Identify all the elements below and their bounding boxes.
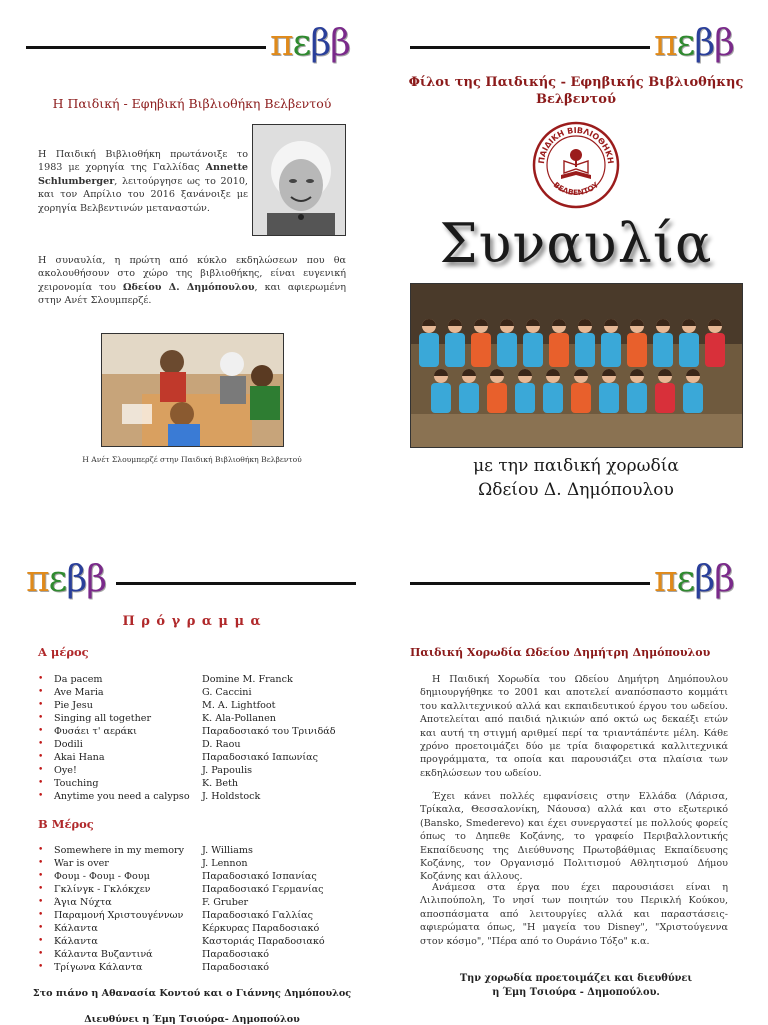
bullet-icon: •: [38, 726, 44, 736]
piece-composer: K. Beth: [202, 778, 239, 789]
friends-header-line2: Βελβεντού: [536, 92, 616, 107]
header-rule-p2: [410, 46, 650, 49]
piece-composer: Παραδοσιακό του Τρινιδάδ: [202, 726, 336, 737]
piece-title: Da pacem: [54, 674, 103, 685]
bullet-icon: •: [38, 739, 44, 749]
logo-letter: β: [694, 23, 715, 64]
logo-letter: π: [26, 559, 49, 600]
piece-composer: J. Lennon: [202, 858, 248, 869]
piece-title: Somewhere in my memory: [54, 845, 185, 856]
bullet-icon: •: [38, 674, 44, 684]
logo-letter: ε: [292, 23, 311, 64]
header-rule-p3: [116, 582, 356, 585]
stamp-text-top: ΠΑΙΔΙΚΗ ΒΙΒΛΙΟΘΗΚΗ: [536, 125, 616, 165]
choir-subtitle-line2: Ωδείου Δ. Δημόπουλου: [478, 480, 674, 500]
logo-letter: π: [654, 23, 677, 64]
library-title: Η Παιδική - Εφηβική Βιβλιοθήκη Βελβεντού: [52, 96, 332, 111]
logo-letter: ε: [676, 559, 695, 600]
piece-title: Τρίγωνα Κάλαντα: [54, 962, 143, 973]
piece-title: Touching: [54, 778, 99, 789]
friends-header: [384, 74, 768, 108]
name-annette: Annette Schlumberger: [38, 162, 248, 187]
bullet-icon: •: [38, 910, 44, 920]
logo-letter: β: [86, 559, 106, 600]
choir-section-title: Παιδική Χορωδία Ωδείου Δημήτρη Δημόπουλου: [410, 646, 711, 659]
piece-composer: Παραδοσιακό: [202, 962, 270, 973]
concert-title: Συναυλία: [439, 212, 713, 275]
bullet-icon: •: [38, 897, 44, 907]
library-stamp: [531, 121, 621, 209]
name-odeio: Ωδείου Δ. Δημόπουλου: [122, 281, 255, 293]
choir-closing-line2: η Έμη Τσιούρα - Δημοπούλου.: [492, 987, 660, 998]
logo-letter: β: [310, 23, 331, 64]
library-photo: [101, 333, 284, 447]
bullet-icon: •: [38, 845, 44, 855]
logo-pebb: [26, 559, 106, 600]
piece-composer: Παραδοσιακό Γερμανίας: [202, 884, 324, 895]
choir-paragraph-2: Έχει κάνει πολλές εμφανίσεις στην Ελλάδα (Λάρισα, Τρίκαλα, Θεσσαλονίκη, Νάουσα) αλλά και στο εξωτερικό (Bansko, Smederevo) και έχει συνεργαστεί με πολλούς φορείς όπως το Δηπεθε Κοζάνης, το γραφείο Περιβαλλοντικής Εκπαίδευσης της Διεύθυνσης Πρωτοβάθμιας Εκπαίδευσης Κοζάνης, τον Οργανισμό Πολιτισμού Αθλητισμού Δήμου Κοζάνης και άλλους.: [420, 791, 728, 883]
bullet-icon: •: [38, 949, 44, 959]
piece-composer: Παραδοσιακό Γαλλίας: [202, 910, 314, 921]
piece-title: Φουμ - Φουμ - Φουμ: [54, 871, 150, 882]
bullet-icon: •: [38, 962, 44, 972]
photo-caption: Η Ανέτ Σλουμπερζέ στην Παιδική Βιβλιοθήκη Βελβεντού: [82, 455, 302, 464]
bullet-icon: •: [38, 765, 44, 775]
logo-letter: π: [654, 559, 677, 600]
piece-title: Άγια Νύχτα: [54, 897, 112, 908]
choir-subtitle: [384, 454, 768, 502]
piece-title: Παραμονή Χριστουγέννων: [54, 910, 184, 921]
piece-title: Anytime you need a calypso: [54, 791, 190, 802]
piece-composer: Παραδοσιακό Ιαπωνίας: [202, 752, 318, 763]
piece-title: Φυσάει τ' αεράκι: [54, 726, 137, 737]
bullet-icon: •: [38, 713, 44, 723]
logo-pebb: [654, 559, 734, 600]
bullet-icon: •: [38, 858, 44, 868]
bullet-icon: •: [38, 752, 44, 762]
piece-composer: Παραδοσιακό: [202, 949, 270, 960]
piece-title: Oye!: [54, 765, 77, 776]
piece-composer: J. Holdstock: [202, 791, 261, 802]
piece-title: Κάλαντα: [54, 923, 98, 934]
friends-header-line1: Φίλοι της Παιδικής - Εφηβικής Βιβλιοθήκης: [408, 75, 744, 90]
logo-letter: ε: [48, 559, 67, 600]
logo-letter: β: [66, 559, 87, 600]
piece-composer: F. Gruber: [202, 897, 249, 908]
piece-title: Pie Jesu: [54, 700, 93, 711]
bullet-icon: •: [38, 923, 44, 933]
header-rule-p4: [410, 582, 650, 585]
choir-subtitle-line1: με την παιδική χορωδία: [473, 456, 679, 476]
logo-letter: β: [694, 559, 715, 600]
choir-closing: [384, 972, 768, 1000]
piece-composer: J. Papoulis: [202, 765, 253, 776]
concert-paragraph: Η συναυλία, η πρώτη από κύκλο εκδηλώσεων που θα ακολουθήσουν στο χώρο της βιβλιοθήκης, είναι ευγενική χειρονομία του Ωδείου Δ. Δημόπουλου, και αφιερωμένη στην Ανέτ Σλουμπερζέ.: [38, 255, 347, 307]
bullet-icon: •: [38, 871, 44, 881]
choir-paragraph-3: Ανάμεσα στα έργα που έχει παρουσιάσει είναι η Λιλιπούπολη, Το νησί των ποιητών του Περικλή Κούκου, αποσπάσματα από λειτουργίες αλλά και παραστάσεις-αφιερώματα όπως, "Η μαγεία του Disney", "Χριστούγεννα στον κόσμο", "Πέρα από το Ουράνιο Τόξο" κ.α.: [420, 882, 728, 947]
choir-paragraph-1: Η Παιδική Χορωδία του Ωδείου Δημήτρη Δημόπουλου δημιουργήθηκε το 2001 και αποτελεί αναπόσπαστο κομμάτι του καλλιτεχνικού αλλά και εκπαιδευτικού έργου του ωδείου. Αποτελείται από παιδιά ηλικιών από οκτώ ως δεκαέξι ετών και αυτή τη στιγμή αριθμεί περί τα τριαντάπέντε μέλη. Κάθε χρόνο προετοιμάζει δύο με τρία διαφορετικά καλλιτεχνικά προγράμματα, τα οποία και παρουσιάζει στα πλαίσια των εκδηλώσεων του ωδείου.: [420, 674, 728, 779]
piece-composer: J. Williams: [202, 845, 253, 856]
piece-composer: Καστοριάς Παραδοσιακό: [202, 936, 325, 947]
logo-letter: β: [330, 23, 350, 64]
part-a-heading: Α μέρος: [38, 645, 89, 659]
piece-title: Singing all together: [54, 713, 152, 724]
piece-title: Κάλαντα Βυζαντινά: [54, 949, 153, 960]
bullet-icon: •: [38, 791, 44, 801]
bullet-icon: •: [38, 700, 44, 710]
piece-composer: Κέρκυρας Παραδοσιακό: [202, 923, 320, 934]
portrait-photo: [252, 124, 346, 236]
piece-composer: M. A. Lightfoot: [202, 700, 276, 711]
bullet-icon: •: [38, 884, 44, 894]
program-title: Π ρ ό γ ρ α μ μ α: [122, 614, 262, 629]
logo-letter: π: [270, 23, 293, 64]
piece-title: Dodili: [54, 739, 83, 750]
intro-paragraph: Η Παιδική Βιβλιοθήκη πρωτάνοιξε το 1983 με χορηγία της Γαλλίδας Annette Schlumberger, λειτούργησε ως το 2010, και τον Απρίλιο του 2016 ξανάνοιξε με χορηγία Βελβεντινών μεταναστών.: [38, 149, 248, 214]
piece-composer: K. Ala-Pollanen: [202, 713, 276, 724]
piece-composer: G. Caccini: [202, 687, 252, 698]
logo-pebb: [270, 23, 350, 64]
logo-pebb: [654, 23, 734, 64]
bullet-icon: •: [38, 936, 44, 946]
piece-composer: D. Raou: [202, 739, 241, 750]
piece-title: Akai Hana: [54, 752, 105, 763]
bullet-icon: •: [38, 687, 44, 697]
piece-title: Γκλίνγκ - Γκλόκχεν: [54, 884, 151, 895]
choir-photo: [410, 283, 743, 448]
logo-letter: β: [714, 23, 734, 64]
piece-title: Ave Maria: [54, 687, 104, 698]
bullet-icon: •: [38, 778, 44, 788]
piece-composer: Παραδοσιακό Ισπανίας: [202, 871, 317, 882]
part-b-heading: Β Μέρος: [38, 817, 94, 831]
conductor-credit: Διευθύνει η Έμη Τσιούρα- Δημοπούλου: [84, 1014, 300, 1025]
piece-title: Κάλαντα: [54, 936, 98, 947]
piano-credit: Στο πιάνο η Αθανασία Κοντού και ο Γιάννης Δημόπουλος: [32, 988, 352, 999]
stamp-text-bottom: ΒΕΛΒΕΝΤΟΥ: [551, 180, 601, 198]
header-rule-p1: [26, 46, 266, 49]
logo-letter: ε: [676, 23, 695, 64]
piece-title: War is over: [54, 858, 109, 869]
logo-letter: β: [714, 559, 734, 600]
choir-closing-line1: Την χορωδία προετοιμάζει και διευθύνει: [459, 973, 693, 984]
piece-composer: Domine M. Franck: [202, 674, 293, 685]
